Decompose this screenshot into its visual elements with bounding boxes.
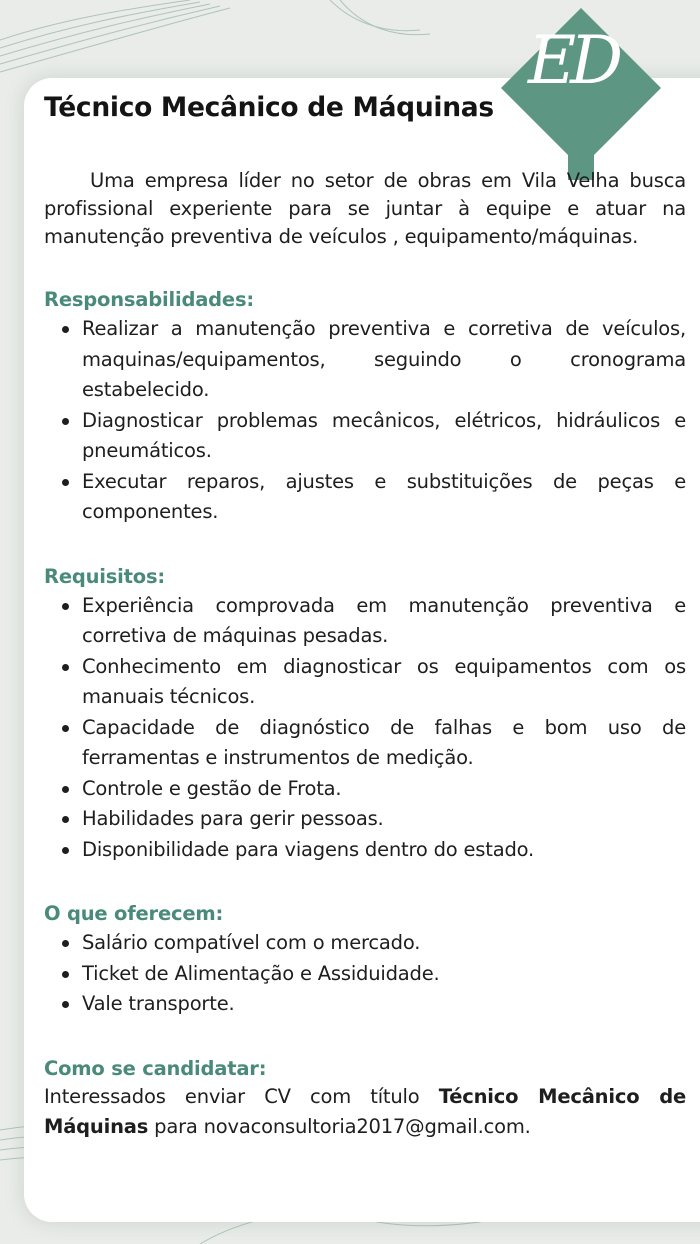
list-item: Executar reparos, ajustes e substituições de peças e componentes. bbox=[82, 467, 686, 528]
list-item: Ticket de Alimentação e Assiduidade. bbox=[82, 959, 686, 990]
requirements-list bbox=[44, 591, 686, 866]
apply-text-before: Interessados enviar CV com título bbox=[44, 1084, 439, 1108]
list-item: Habilidades para gerir pessoas. bbox=[82, 804, 686, 835]
offers-heading: O que oferecem: bbox=[44, 902, 224, 925]
job-title: Técnico Mecânico de Máquinas bbox=[44, 92, 494, 123]
list-item: Experiência comprovada em manutenção preventiva e corretiva de máquinas pesadas. bbox=[82, 591, 686, 652]
requirements-section bbox=[44, 565, 686, 866]
responsibilities-section bbox=[44, 288, 686, 528]
list-item: Vale transporte. bbox=[82, 989, 686, 1020]
list-item: Salário compatível com o mercado. bbox=[82, 928, 686, 959]
list-item: Diagnosticar problemas mecânicos, elétricos, hidráulicos e pneumáticos. bbox=[82, 406, 686, 467]
responsibilities-list bbox=[44, 314, 686, 528]
logo-monogram: ED bbox=[528, 22, 618, 99]
offers-section bbox=[44, 902, 686, 1020]
job-posting bbox=[44, 92, 686, 1142]
list-item: Controle e gestão de Frota. bbox=[82, 774, 686, 805]
requirements-heading: Requisitos: bbox=[44, 564, 165, 588]
list-item: Capacidade de diagnóstico de falhas e bom uso de ferramentas e instrumentos de medição. bbox=[82, 713, 686, 774]
list-item: Conhecimento em diagnosticar os equipamentos com os manuais técnicos. bbox=[82, 652, 686, 713]
responsibilities-heading: Responsabilidades: bbox=[44, 288, 254, 311]
apply-email-text: para novaconsultoria2017@gmail.com. bbox=[148, 1114, 531, 1138]
intro-paragraph: Uma empresa líder no setor de obras em Vila Velha busca profissional experiente para se juntar à equipe e atuar na manutenção preventiva de veículos , equipamento/máquinas. bbox=[44, 169, 686, 248]
apply-job-title: Técnico Mecânico de Máquinas bbox=[44, 1084, 686, 1138]
list-item: Realizar a manutenção preventiva e corretiva de veículos, maquinas/equipamentos, seguindo o cronograma estabelecido. bbox=[82, 314, 686, 406]
apply-instructions bbox=[44, 1082, 686, 1142]
apply-heading: Como se candidatar: bbox=[44, 1056, 267, 1080]
apply-section bbox=[44, 1057, 686, 1142]
list-item: Disponibilidade para viagens dentro do estado. bbox=[82, 835, 686, 866]
offers-list bbox=[44, 928, 686, 1020]
